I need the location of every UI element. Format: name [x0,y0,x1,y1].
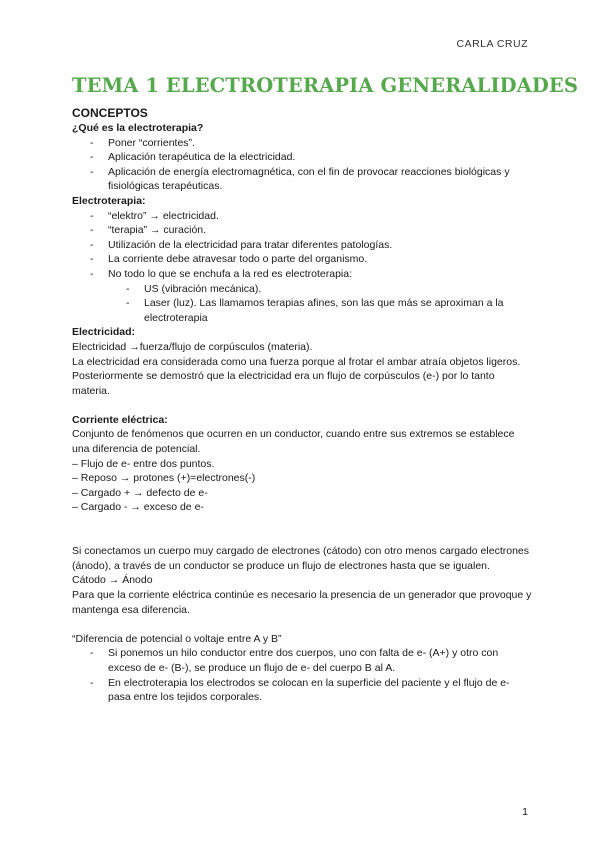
electroterapia-heading: Electroterapia: [72,194,146,207]
electricidad-line: Electricidad →fuerza/flujo de corpúsculos (materia). [72,340,313,353]
corriente-line: – Cargado - → exceso de e- [72,501,204,514]
section-title: CONCEPTOS [72,106,148,120]
list-item: - Aplicación de energía electromagnética, con el fin de provocar reacciones biológicas y fisiológicas terapéuticas. [108,165,532,194]
sub-list-item: - Laser (luz). Las llamamos terapias afines, son las que más se aproximan a la electroterapia [144,296,532,325]
document-body [72,106,532,705]
generador-paragraph: Para que la corriente eléctrica continúe es necesario la presencia de un generador que provoque y mantenga esa diferencia. [72,589,532,616]
list-item: - En electroterapia los electrodos se colocan en la superficie del paciente y el flujo de e- pasa entre los tejidos corporales. [108,676,532,705]
catodo-anodo-line: Cátodo → Ánodo [72,574,153,587]
list-item: - La corriente debe atravesar todo o parte del organismo. [108,252,532,267]
list-item [108,267,532,325]
definition-list [72,136,532,194]
page-number: 1 [522,806,528,818]
electricidad-paragraph: La electricidad era considerada como una fuerza porque al frotar el ambar atraía objetos ligeros. Posteriormente se demostró que la electricidad era un flujo de corpúsculos (e-) por lo tanto materia. [72,355,521,397]
sub-list [108,282,532,326]
list-item: - Si ponemos un hilo conductor entre dos cuerpos, uno con falta de e- (A+) y otro con exceso de e- (B-), se produce un flujo de e- del cuerpo B al A. [108,646,532,675]
diferencia-quote: “Diferencia de potencial o voltaje entre A y B” [72,632,282,645]
corriente-heading: Corriente eléctrica: [72,413,168,426]
electricidad-heading: Electricidad: [72,326,136,339]
corriente-line: – Reposo → protones (+)=electrones(-) [72,472,256,485]
list-item: - Aplicación terapéutica de la electricidad. [108,150,532,165]
conexion-paragraph: Si conectamos un cuerpo muy cargado de electrones (cátodo) con otro menos cargado electrones (ánodo), a través de un conductor se produce un flujo de electrones hasta que se igualen. [72,545,530,572]
corriente-line: – Flujo de e- entre dos puntos. [72,457,215,470]
list-item-text: No todo lo que se enchufa a la red es electroterapia: [108,267,352,280]
question-heading: ¿Qué es la electroterapia? [72,122,204,134]
corriente-paragraph: Conjunto de fenómenos que ocurren en un conductor, cuando entre sus extremos se establece una diferencia de potencial. [72,428,515,456]
page-title: TEMA 1 ELECTROTERAPIA GENERALIDADES [72,74,579,97]
header-author: CARLA CRUZ [456,38,528,50]
list-item: - Utilización de la electricidad para tratar diferentes patologías. [108,238,532,253]
corriente-line: – Cargado + → defecto de e- [72,486,208,499]
list-item: - Poner “corrientes”. [108,136,532,151]
sub-list-item: - US (vibración mecánica). [144,282,532,297]
diferencia-list [72,646,532,704]
list-item: - “terapia” → curación. [108,223,532,238]
list-item: - “elektro” → electricidad. [108,209,532,224]
electroterapia-list [72,209,532,326]
